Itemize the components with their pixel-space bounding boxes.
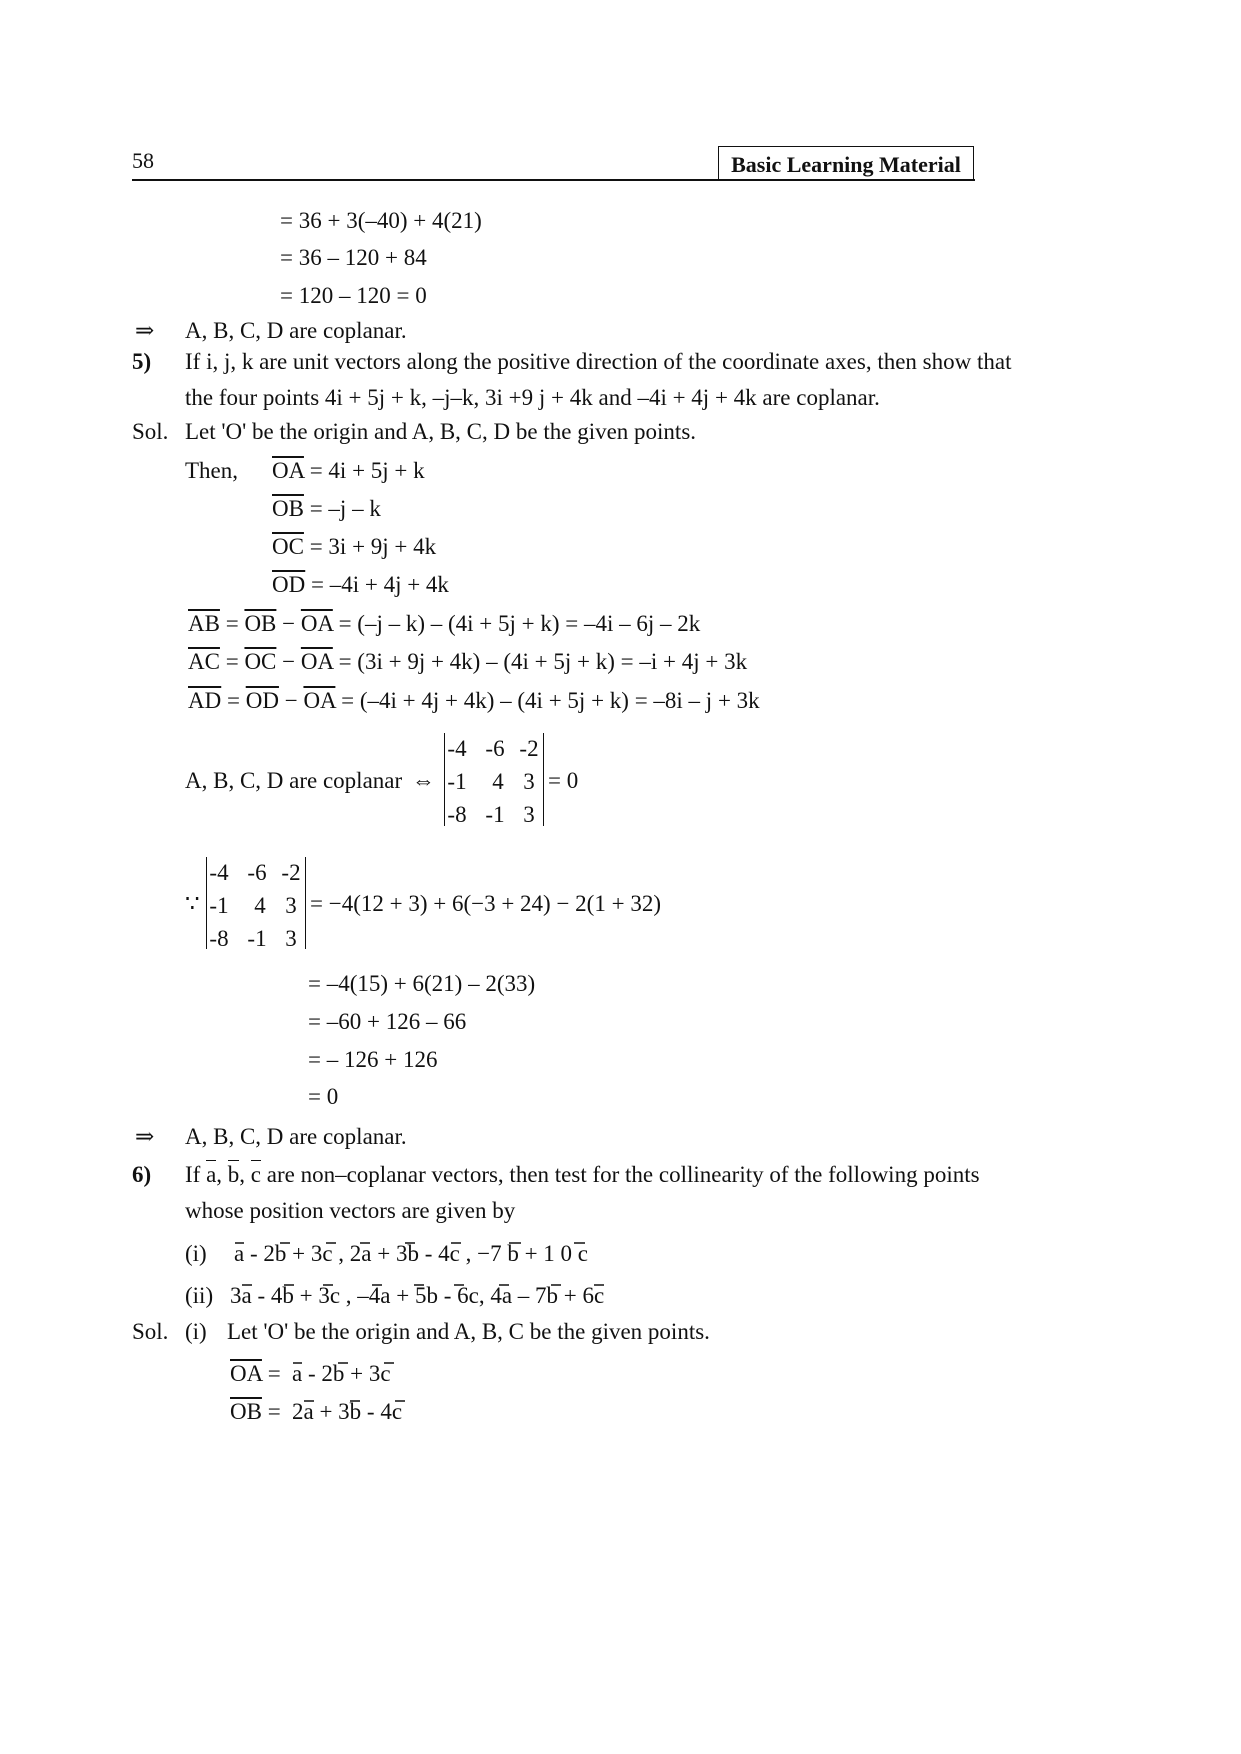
minus-sign: − (284, 688, 298, 713)
q6-sol-part: (i) (185, 1319, 207, 1344)
vector-od-row (272, 573, 449, 596)
matrix-cell: -6 (247, 860, 267, 885)
minus-sign: − (282, 649, 296, 674)
vector-a: a (206, 1162, 217, 1187)
matrix-cell: -1 (485, 802, 505, 827)
matrix-cell: -1 (247, 926, 267, 951)
q5-sol-text: Let 'O' be the origin and A, B, C, D be the given points. (185, 419, 697, 444)
matrix-cell: -1 (447, 769, 467, 794)
svg-text:3a - 4b + 3c , –4a + 5b - 6c,: 3a - 4b + 3c , –4a + 5b - 6c, 4a – 7b + 6c (230, 1283, 605, 1308)
svg-text:2a + 3b - 4c: 2a + 3b - 4c (292, 1399, 403, 1424)
q6-sol-label: Sol. (132, 1319, 169, 1344)
vector-label: $\overline{AD}$ (188, 688, 222, 713)
vector-value: = –j – k (309, 496, 381, 521)
vector-label: $\overline{OA}$ (303, 688, 336, 713)
vector-label: $\overline{OA}$ (300, 611, 333, 636)
vector-label: $\overline{AC}$ (188, 649, 220, 674)
equals-sign: = (267, 1399, 281, 1424)
coplanar-condition: A, B, C, D are coplanar (185, 768, 403, 793)
vector-value: = 3i + 9j + 4k (309, 534, 437, 559)
determinant-2 (206, 857, 306, 949)
q5-sol-label: Sol. (132, 419, 169, 444)
header-title: Basic Learning Material (731, 152, 961, 177)
vector-label: $\overline{OA}$ (300, 649, 333, 674)
header-rule (132, 179, 975, 181)
part-ii-expression (228, 1278, 628, 1312)
matrix-cell: 4 (254, 893, 266, 918)
matrix-cell: -1 (209, 893, 229, 918)
matrix-cell: -2 (281, 860, 301, 885)
coplanar-statement-1: A, B, C, D are coplanar. (185, 318, 407, 343)
if-word: If (185, 1162, 201, 1187)
vector-label: $\overline{AB}$ (188, 611, 220, 636)
q5-text-line1: If i, j, k are unit vectors along the positive direction of the coordinate axes, then show that (185, 349, 1012, 374)
step-line-2: = –60 + 126 – 66 (308, 1009, 467, 1034)
svg-text:a - 2b + 3c , 2a + 3b - 4c , −: a - 2b + 3c , 2a + 3b - 4c , −7 b + 1 0 c (234, 1241, 588, 1266)
vector-label: $\overline{OC}$ (272, 534, 304, 559)
ob-expression (290, 1394, 420, 1428)
q6-text-rest: are non–coplanar vectors, then test for the collinearity of the following points (266, 1162, 980, 1187)
vector-b: b (227, 1162, 240, 1187)
matrix-cell: 3 (285, 893, 297, 918)
eq-line-1: = 36 + 3(–40) + 4(21) (280, 208, 482, 233)
equals-sign: = (225, 649, 239, 674)
vector-label: $\overline{OA}$ (272, 458, 304, 483)
determinant-1 (444, 733, 544, 826)
diff-value: = (–4i + 4j + 4k) – (4i + 5j + k) = –8i – j + 3k (341, 688, 760, 713)
vector-label: $\overline{OD}$ (245, 688, 279, 713)
then-label: Then, (185, 458, 239, 483)
step-line-3: = – 126 + 126 (308, 1047, 438, 1072)
matrix-cell: -6 (485, 736, 505, 761)
page-number: 58 (132, 148, 154, 173)
vector-oc-row (272, 535, 436, 558)
oa-expression (290, 1356, 420, 1390)
vector-label: $\overline{OA}$ (230, 1361, 262, 1386)
diff-ac-row (188, 650, 747, 673)
coplanar-conclusion: A, B, C, D are coplanar. (185, 1124, 407, 1149)
equals-sign: = (267, 1361, 281, 1386)
vector-ob-row (272, 497, 381, 520)
svg-text:a - 2b + 3c: a - 2b + 3c (292, 1361, 391, 1386)
diff-value: = (–j – k) – (4i + 5j + k) = –4i – 6j – 2k (338, 611, 701, 636)
det-expansion: = −4(12 + 3) + 6(−3 + 24) − 2(1 + 32) (310, 891, 661, 916)
equals-sign: = (226, 688, 240, 713)
vector-label: $\overline{OB}$ (272, 496, 304, 521)
diff-value: = (3i + 9j + 4k) – (4i + 5j + k) = –i + 4j + 3k (338, 649, 748, 674)
vector-oa-row (272, 459, 425, 482)
eq-line-2: = 36 – 120 + 84 (280, 245, 427, 270)
ob-row (230, 1400, 281, 1423)
part-i-expression (232, 1236, 602, 1270)
equals-sign: = (225, 611, 239, 636)
q5-number: 5) (132, 349, 152, 374)
q5-text-line2: the four points 4i + 5j + k, –j–k, 3i +9 j + 4k and –4i + 4j + 4k are coplanar. (185, 385, 880, 410)
vector-value: = 4i + 5j + k (309, 458, 425, 483)
oa-row (230, 1362, 281, 1385)
eq-line-3: = 120 – 120 = 0 (280, 283, 427, 308)
part-i-label: (i) (185, 1241, 207, 1266)
header-title-box (718, 146, 974, 180)
q6-text-line1 (185, 1163, 980, 1186)
step-line-4: = 0 (308, 1084, 339, 1109)
equals-zero: = 0 (548, 768, 579, 793)
implies-icon: ⇒ (135, 318, 155, 343)
comma: , (239, 1162, 246, 1187)
q6-sol-text: Let 'O' be the origin and A, B, C be the given points. (227, 1319, 710, 1344)
diff-ab-row (188, 612, 700, 635)
because-icon: ∵ (185, 891, 200, 916)
vector-label: $\overline{OB}$ (230, 1399, 262, 1424)
iff-icon: ⇔ (412, 768, 435, 793)
implies-icon: ⇒ (135, 1124, 155, 1149)
comma: , (216, 1162, 223, 1187)
matrix-cell: 3 (523, 769, 535, 794)
vector-label: $\overline{OC}$ (244, 649, 277, 674)
q6-text-line2: whose position vectors are given by (185, 1198, 516, 1223)
matrix-cell: 4 (492, 769, 504, 794)
q6-number: 6) (132, 1162, 152, 1187)
minus-sign: − (282, 611, 296, 636)
matrix-cell: -8 (447, 802, 467, 827)
matrix-cell: -4 (209, 860, 229, 885)
matrix-cell: -2 (519, 736, 539, 761)
vector-value: = –4i + 4j + 4k (310, 572, 449, 597)
vector-label: $\overline{OD}$ (272, 572, 306, 597)
diff-ad-row (188, 689, 760, 712)
matrix-cell: -8 (209, 926, 229, 951)
step-line-1: = –4(15) + 6(21) – 2(33) (308, 971, 536, 996)
matrix-cell: 3 (285, 926, 297, 951)
vector-c: c (250, 1162, 262, 1187)
vector-label: $\overline{OB}$ (244, 611, 277, 636)
part-ii-label: (ii) (185, 1283, 214, 1308)
matrix-cell: 3 (523, 802, 535, 827)
matrix-cell: -4 (447, 736, 467, 761)
